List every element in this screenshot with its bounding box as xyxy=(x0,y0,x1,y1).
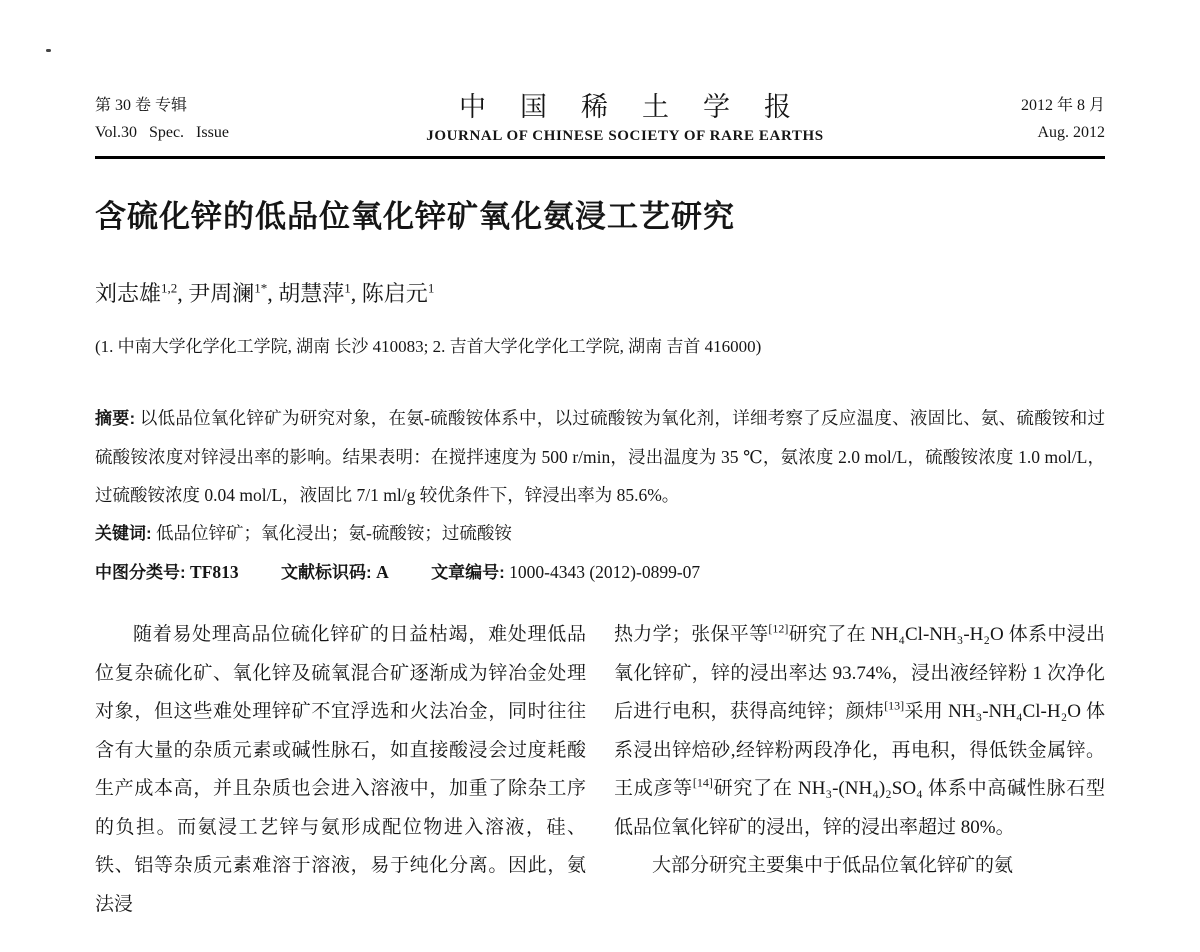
journal-title-cn: 中国稀土学报 xyxy=(458,92,825,122)
doc-code-label: 文献标识码: xyxy=(281,563,372,582)
right-p1-text: 研究了在 NH₄Cl-NH₃-H₂O 体系中浸出氧化锌矿，锌的浸出率达 93.74%，浸出液经锌粉 1 次净化后进行电积，获得高纯锌；颜炜 xyxy=(614,624,1105,722)
authors-line xyxy=(95,279,1105,309)
right-p1-text: 采用 NH₃-NH₄Cl-H₂O 体系浸出锌焙砂,经锌粉两段净化，再电积，得低铁金属锌。王成彦等 xyxy=(614,701,1105,799)
doc-code-value: A xyxy=(376,562,389,582)
author-name: 尹周澜 xyxy=(188,281,255,306)
author xyxy=(95,281,188,306)
doc-code-pair xyxy=(281,562,389,582)
header-volume-block xyxy=(95,92,229,146)
author-separator: , xyxy=(350,281,362,306)
right-p1-text: 热力学；张保平等 xyxy=(614,624,769,645)
author-name: 陈启元 xyxy=(361,281,428,306)
header-date-block xyxy=(1021,92,1105,146)
author-name: 刘志雄 xyxy=(95,281,162,306)
abstract-text: 以低品位氧化锌矿为研究对象，在氨-硫酸铵体系中，以过硫酸铵为氧化剂，详细考察了反应温度、液固比、氨、硫酸铵和过硫酸铵浓度对锌浸出率的影响。结果表明：在搅拌速度为 500 r/min，浸出温度为 35 ℃，氨浓度 2.0 mol/L，硫酸铵浓度 1.0 mol/L，过硫酸铵浓度 0.04 mol/L，液固比 7/1 ml/g 较优条件下，锌浸出率为 85.6%。 xyxy=(95,408,1105,505)
author xyxy=(278,281,362,306)
volume-cn: 第 30 卷 专辑 xyxy=(95,97,188,114)
body-left-column xyxy=(95,616,586,924)
author-affil-superscript: 1 xyxy=(427,280,435,296)
right-paragraph-1 xyxy=(614,616,1105,847)
author-affil-superscript: 1,2 xyxy=(161,280,178,296)
author-separator: , xyxy=(267,281,279,306)
author-affil-superscript: 1* xyxy=(254,280,268,296)
right-p1-text: 研究了在 NH₃-(NH₄)₂SO₄ 体系中高碱性脉石型低品位氧化锌矿的浸出，锌的浸出率超过 80%。 xyxy=(614,778,1105,838)
right-paragraph-2: 大部分研究主要集中于低品位氧化锌矿的氨 xyxy=(652,855,1014,876)
keywords-text: 低品位锌矿；氧化浸出；氨-硫酸铵；过硫酸铵 xyxy=(151,523,512,543)
header-divider-rule xyxy=(95,156,1105,159)
left-paragraph: 随着易处理高品位硫化锌矿的日益枯竭，难处理低品位复杂硫化矿、氧化锌及硫氧混合矿逐渐成为锌冶金处理对象，但这些难处理锌矿不宜浮选和火法冶金，同时往往含有大量的杂质元素或碱性脉石，如直接酸浸会过度耗酸生产成本高，并且杂质也会进入溶液中，加重了除杂工序的负担。而氨浸工艺锌与氨形成配位物进入溶液，硅、铁、铝等杂质元素难溶于溶液，易于纯化分离。因此，氨法浸 xyxy=(95,624,586,915)
author xyxy=(188,281,278,306)
journal-title-en: JOURNAL OF CHINESE SOCIETY OF RARE EARTHS xyxy=(426,128,824,144)
keywords-line xyxy=(95,514,1105,553)
reference-superscript: [13] xyxy=(884,698,905,713)
body-right-column xyxy=(614,616,1105,924)
header-journal-block xyxy=(229,92,1021,147)
author-name: 胡慧萍 xyxy=(278,281,345,306)
clc-value: TF813 xyxy=(190,562,239,582)
date-cn: 2012 年 8 月 xyxy=(1020,97,1105,114)
author-separator: , xyxy=(177,281,189,306)
date-en: Aug. 2012 xyxy=(1037,124,1105,141)
article-id-pair xyxy=(431,562,700,582)
clc-pair xyxy=(95,562,239,582)
classification-line xyxy=(95,553,1105,592)
author xyxy=(362,281,435,306)
author-affil-superscript: 1 xyxy=(344,280,351,296)
keywords-label: 关键词: xyxy=(95,524,152,543)
abstract-label: 摘要: xyxy=(95,409,136,428)
clc-label: 中图分类号: xyxy=(95,563,186,582)
scan-artifact-dot xyxy=(46,49,51,52)
affiliation-line: (1. 中南大学化学化工学院, 湖南 长沙 410083; 2. 吉首大学化学化工学院, 湖南 吉首 416000) xyxy=(95,337,762,356)
article-title: 含硫化锌的低品位氧化锌矿氧化氨浸工艺研究 xyxy=(95,199,735,234)
reference-superscript: [12] xyxy=(768,621,789,636)
abstract-paragraph xyxy=(95,399,1105,514)
volume-en: Vol.30 Spec. Issue xyxy=(95,124,229,141)
article-id-value: 1000-4343 (2012)-0899-07 xyxy=(509,562,701,582)
journal-header xyxy=(95,92,1105,147)
article-id-label: 文章编号: xyxy=(431,563,505,582)
body-columns xyxy=(95,616,1105,924)
reference-superscript: [14] xyxy=(692,775,713,790)
